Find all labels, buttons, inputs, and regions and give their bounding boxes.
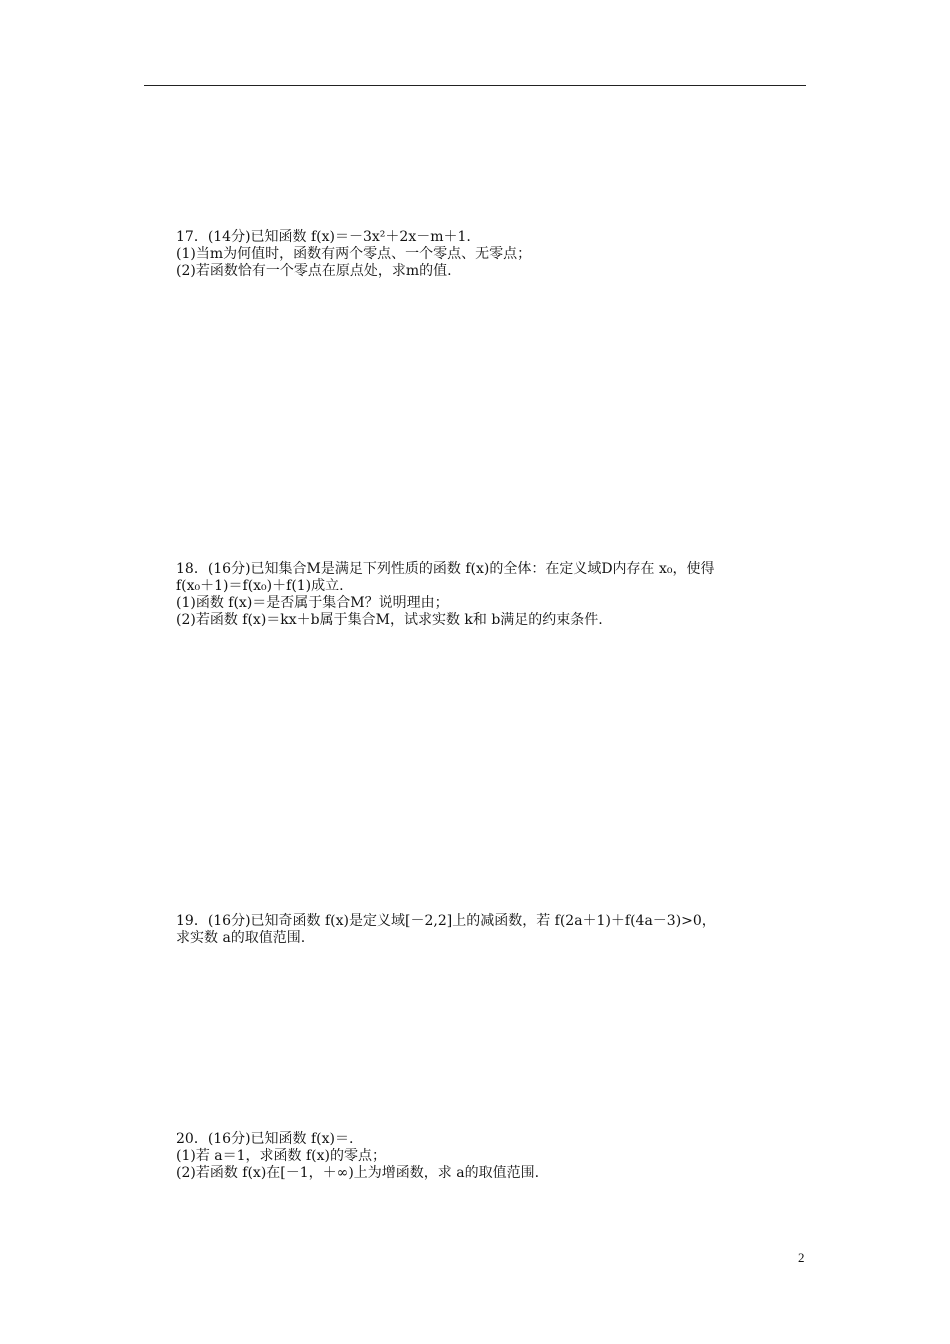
problem-18-statement-cont: f(x₀＋1)＝f(x₀)＋f(1)成立. <box>176 578 344 594</box>
problem-20-statement: 20．(16分)已知函数 f(x)＝. <box>176 1131 354 1147</box>
problem-18 <box>176 561 816 629</box>
problem-19-statement-cont: 求实数 a的取值范围. <box>176 930 306 946</box>
problem-17-statement: 17．(14分)已知函数 f(x)＝－3x²＋2x－m＋1. <box>176 229 471 245</box>
header-rule <box>144 85 806 86</box>
problem-17-part-2: (2)若函数恰有一个零点在原点处，求m的值. <box>176 263 452 279</box>
problem-20-part-2: (2)若函数 f(x)在[－1，＋∞)上为增函数，求 a的取值范围. <box>176 1165 540 1181</box>
problem-20 <box>176 1131 816 1182</box>
problem-18-part-2: (2)若函数 f(x)＝kx＋b属于集合M，试求实数 k和 b满足的约束条件. <box>176 612 603 628</box>
page-number: 2 <box>798 1250 805 1265</box>
problem-18-statement: 18．(16分)已知集合M是满足下列性质的函数 f(x)的全体：在定义域D内存在 x₀，使得 <box>176 561 715 577</box>
problem-19-statement: 19．(16分)已知奇函数 f(x)是定义域[－2,2]上的减函数，若 f(2a＋1)＋f(4a－3)>0， <box>176 913 716 929</box>
problem-19 <box>176 913 816 947</box>
problem-17-part-1: (1)当m为何值时，函数有两个零点、一个零点、无零点； <box>176 246 532 262</box>
problem-18-part-1: (1)函数 f(x)＝是否属于集合M？说明理由； <box>176 595 449 611</box>
problem-20-part-1: (1)若 a＝1，求函数 f(x)的零点； <box>176 1148 386 1164</box>
problem-17 <box>176 229 816 280</box>
